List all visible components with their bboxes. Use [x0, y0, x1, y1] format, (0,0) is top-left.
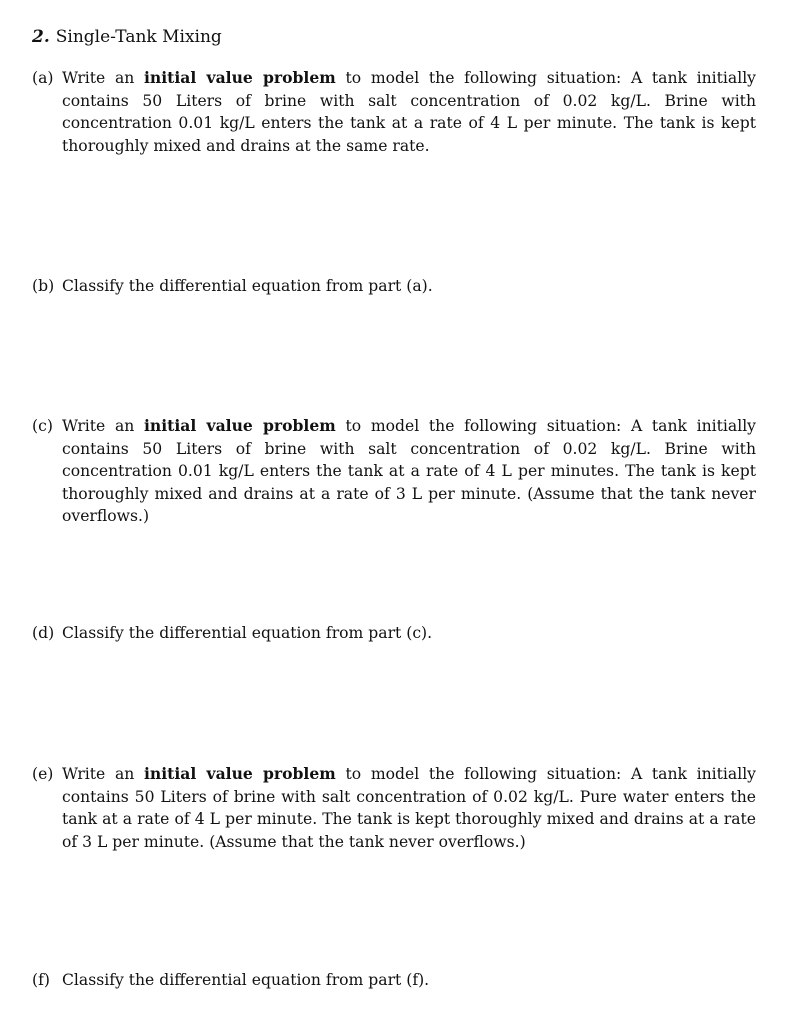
part-c-body: to model the following situation: A tank initially contains 50 Liters of brine with salt concentration of 0.02 kg/L. Brine with concentration 0.01 kg/L enters the tank at a rate of 4 L per minutes. The tank is kept thoroughly mixed and drains at a rate of 3 L per minute. (Assume that the tank never overflows.): [62, 417, 756, 525]
problem-heading: [32, 26, 222, 48]
part-d-text: Classify the differential equation from part (c).: [62, 624, 433, 642]
part-c-lead: Write an: [62, 417, 135, 435]
part-a: [32, 67, 756, 157]
part-a-body: to model the following situation: A tank initially contains 50 Liters of brine with salt concentration of 0.02 kg/L. Brine with concentration 0.01 kg/L enters the tank at a rate of 4 L per minute. The tank is kept thoroughly mixed and drains at the same rate.: [62, 69, 756, 155]
part-d-label: (d): [32, 624, 55, 642]
part-c-label: (c): [32, 417, 53, 435]
part-b-text: Classify the differential equation from part (a).: [62, 277, 433, 295]
problem-title: Single-Tank Mixing: [55, 27, 222, 47]
part-c-emphasis: initial value problem: [144, 416, 336, 435]
part-c: [32, 415, 756, 528]
problem-number: 2.: [32, 27, 50, 47]
part-e: [32, 763, 756, 853]
part-e-lead: Write an: [62, 765, 135, 783]
part-a-emphasis: initial value problem: [144, 68, 336, 87]
part-f: [32, 969, 756, 992]
part-e-text: [62, 763, 756, 853]
part-e-body: to model the following situation: A tank initially contains 50 Liters of brine with salt concentration of 0.02 kg/L. Pure water enters the tank at a rate of 4 L per minute. The tank is kept thoroughly mixed and drains at a rate of 3 L per minute. (Assume that the tank never overflows.): [62, 765, 756, 851]
part-c-text: [62, 415, 756, 528]
part-a-text: [62, 67, 756, 157]
part-b-label: (b): [32, 277, 55, 295]
part-b: [32, 275, 756, 298]
part-e-label: (e): [32, 765, 54, 783]
part-d: [32, 622, 756, 645]
part-e-emphasis: initial value problem: [144, 764, 336, 783]
part-a-lead: Write an: [62, 69, 135, 87]
part-f-label: (f): [32, 971, 50, 989]
part-a-label: (a): [32, 69, 54, 87]
part-f-text: Classify the differential equation from part (f).: [62, 971, 430, 989]
